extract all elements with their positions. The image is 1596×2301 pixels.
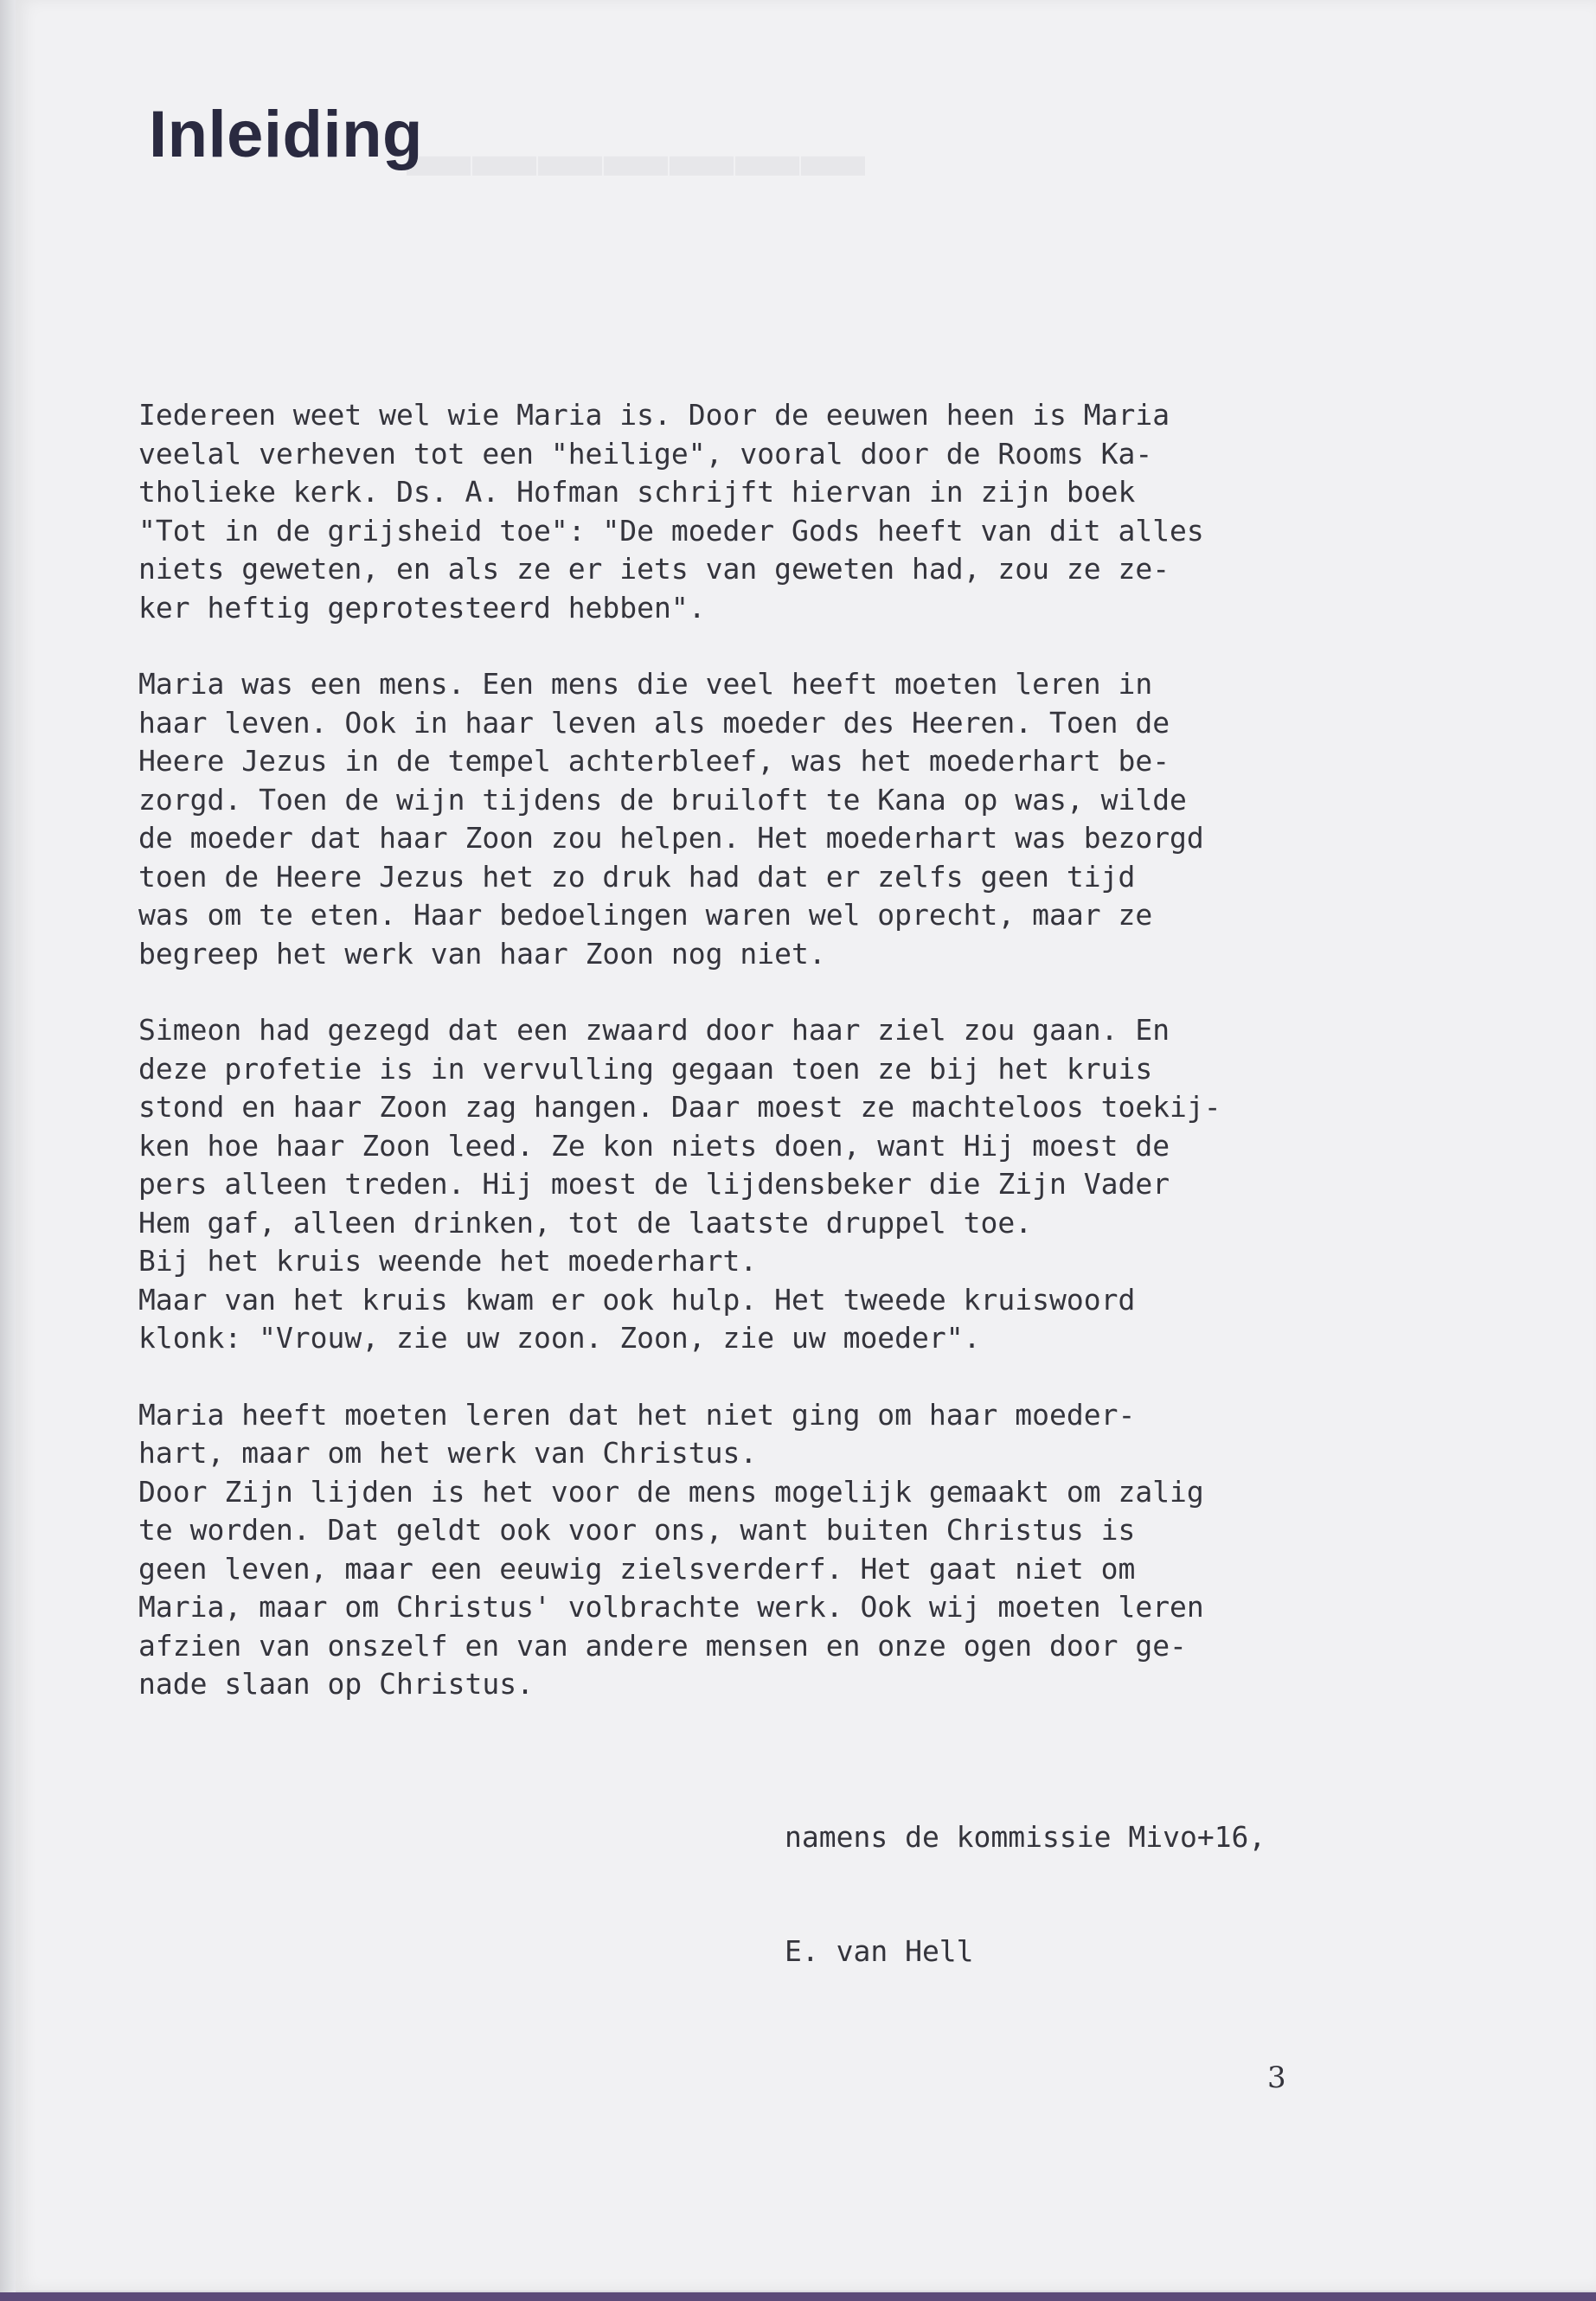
text-line: hart, maar om het werk van Christus. xyxy=(138,1436,758,1470)
text-line: te worden. Dat geldt ook voor ons, want buiten Christus is xyxy=(138,1513,1136,1547)
text-line: zorgd. Toen de wijn tijdens de bruiloft te Kana op was, wilde xyxy=(138,782,1187,817)
text-line: tholieke kerk. Ds. A. Hofman schrijft hiervan in zijn boek xyxy=(138,475,1136,509)
paragraph xyxy=(138,396,1384,627)
paragraph xyxy=(138,1011,1384,1358)
text-line: Maria, maar om Christus' volbrachte werk. Ook wij moeten leren xyxy=(138,1590,1204,1624)
text-line: ken hoe haar Zoon leed. Ze kon niets doen, want Hij moest de xyxy=(138,1128,1170,1163)
text-line: Heere Jezus in de tempel achterbleef, was het moederhart be- xyxy=(138,744,1170,778)
show-through-heading: ▬▬▬▬▬▬▬ xyxy=(407,118,867,189)
page-bottom-edge xyxy=(0,2292,1596,2301)
paragraph xyxy=(138,1396,1384,1704)
text-line: Maria was een mens. Een mens die veel heeft moeten leren in xyxy=(138,667,1153,701)
text-line: deze profetie is in vervulling gegaan toen ze bij het kruis xyxy=(138,1051,1153,1086)
text-line: stond en haar Zoon zag hangen. Daar moest ze machteloos toekij- xyxy=(138,1090,1221,1124)
body-text xyxy=(138,396,1384,1742)
text-line: haar leven. Ook in haar leven als moeder des Heeren. Toen de xyxy=(138,705,1170,740)
text-line: klonk: "Vrouw, zie uw zoon. Zoon, zie uw moeder". xyxy=(138,1321,981,1355)
text-line: Simeon had gezegd dat een zwaard door haar ziel zou gaan. En xyxy=(138,1013,1170,1047)
text-line: begreep het werk van haar Zoon nog niet. xyxy=(138,936,826,971)
text-line: "Tot in de grijsheid toe": "De moeder Gods heeft van dit alles xyxy=(138,513,1204,548)
text-line: geen leven, maar een eeuwig zielsverderf. Het gaat niet om xyxy=(138,1551,1136,1586)
text-line: niets geweten, en als ze er iets van geweten had, zou ze ze- xyxy=(138,552,1170,586)
text-line: Maria heeft moeten leren dat het niet ging om haar moeder- xyxy=(138,1397,1136,1432)
text-line: Iedereen weet wel wie Maria is. Door de eeuwen heen is Maria xyxy=(138,398,1170,432)
text-line: afzien van onszelf en van andere mensen en onze ogen door ge- xyxy=(138,1628,1187,1663)
text-line: was om te eten. Haar bedoelingen waren wel oprecht, maar ze xyxy=(138,898,1153,932)
page-title: Inleiding xyxy=(149,98,423,171)
text-line: nade slaan op Christus. xyxy=(138,1667,534,1701)
binding-strip xyxy=(0,0,16,2301)
signature-committee: namens de kommissie Mivo+16, xyxy=(785,1820,1266,1854)
text-line: ker heftig geprotesteerd hebben". xyxy=(138,590,706,625)
signature-name: E. van Hell xyxy=(785,1934,974,1968)
text-line: Maar van het kruis kwam er ook hulp. Het tweede kruiswoord xyxy=(138,1282,1136,1317)
text-line: Door Zijn lijden is het voor de mens mogelijk gemaakt om zalig xyxy=(138,1474,1204,1509)
text-line: Bij het kruis weende het moederhart. xyxy=(138,1244,758,1278)
paragraph xyxy=(138,665,1384,973)
page-number: 3 xyxy=(1267,2061,1286,2095)
text-line: de moeder dat haar Zoon zou helpen. Het moederhart was bezorgd xyxy=(138,821,1204,855)
text-line: pers alleen treden. Hij moest de lijdensbeker die Zijn Vader xyxy=(138,1167,1170,1201)
text-line: Hem gaf, alleen drinken, tot de laatste druppel toe. xyxy=(138,1205,1033,1240)
text-line: veelal verheven tot een "heilige", vooral door de Rooms Ka- xyxy=(138,436,1153,471)
text-line: toen de Heere Jezus het zo druk had dat er zelfs geen tijd xyxy=(138,859,1136,894)
